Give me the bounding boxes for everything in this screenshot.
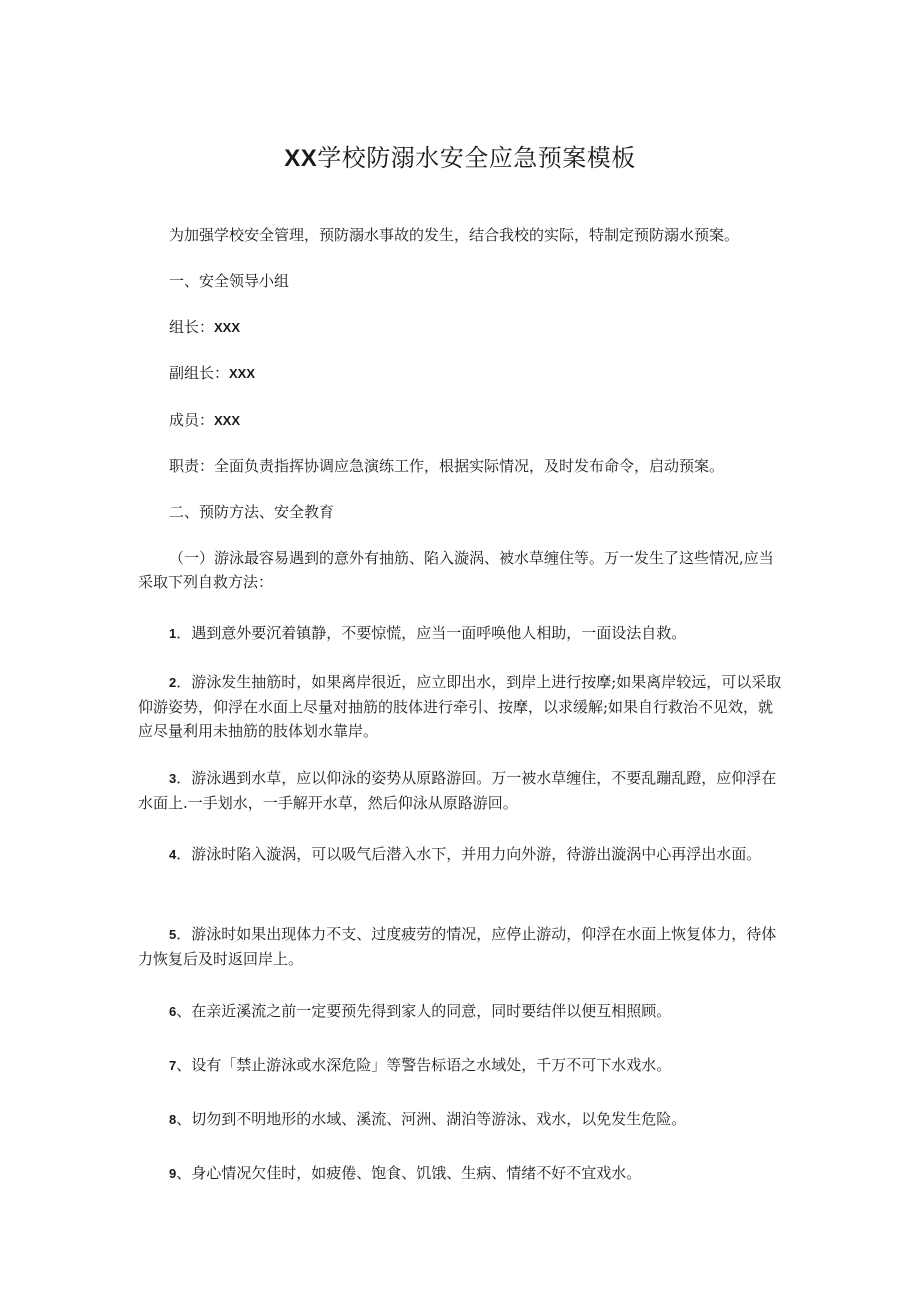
- members-value: XXX: [214, 413, 241, 428]
- list-item: [138, 1107, 786, 1132]
- item-separator: 、: [176, 1164, 192, 1182]
- item-separator: 、: [176, 1056, 192, 1074]
- leader-line: [138, 315, 786, 340]
- item-text: 设有「禁止游泳或水深危险」等警告标语之水域处，千万不可下水戏水。: [191, 1056, 672, 1074]
- item-separator: 、: [176, 1110, 192, 1128]
- item-number: 4: [169, 847, 177, 862]
- list-item: [138, 1161, 786, 1186]
- item-number: 6: [169, 1004, 177, 1019]
- item-text: 在亲近溪流之前一定要预先得到家人的同意，同时要结伴以便互相照顾。: [191, 1002, 672, 1020]
- item-number: 2: [169, 675, 177, 690]
- leader-value: XXX: [214, 320, 241, 335]
- item-separator: 、: [176, 1002, 192, 1020]
- list-item: [138, 670, 786, 743]
- item-text: 切勿到不明地形的水域、溪流、河洲、湖泊等游泳、戏水，以免发生危险。: [191, 1110, 687, 1128]
- list-item: [138, 922, 786, 971]
- item-separator: ．: [176, 925, 192, 943]
- item-number: 9: [169, 1166, 177, 1181]
- section-heading-prevention: 二、预防方法、安全教育: [169, 503, 335, 521]
- list-item: [138, 999, 786, 1024]
- duty-paragraph: 职责：全面负责指挥协调应急演练工作，根据实际情况，及时发布命令，启动预案。: [169, 457, 725, 475]
- list-item: [138, 1053, 786, 1078]
- document-title: [0, 142, 920, 175]
- title-prefix: XX: [284, 145, 318, 172]
- item-text: 游泳时陷入漩涡，可以吸气后潜入水下，并用力向外游，待游出漩涡中心再浮出水面。: [191, 845, 762, 863]
- item-separator: ．: [176, 769, 192, 787]
- item-number: 5: [169, 927, 177, 942]
- item-text: 游泳发生抽筋时，如果离岸很近，应立即出水，到岸上进行按摩;如果离岸较远，可以采取仰游姿势，仰浮在水面上尽量对抽筋的肢体进行牵引、按摩，以求缓解;如果自行救治不见效，就应尽量利用未抽筋的肢体划水靠岸。: [138, 673, 782, 740]
- list-item: [138, 621, 786, 646]
- item-text: 游泳遇到水草，应以仰泳的姿势从原路游回。万一被水草缠住，不要乱蹦乱蹬，应仰浮在水面上.一手划水，一手解开水草，然后仰泳从原路游回。: [138, 769, 777, 812]
- item-text: 游泳时如果出现体力不支、过度疲劳的情况，应停止游动，仰浮在水面上恢复体力，待体力恢复后及时返回岸上。: [138, 925, 777, 968]
- item-number: 8: [169, 1112, 177, 1127]
- title-text: 学校防溺水安全应急预案模板: [317, 144, 636, 172]
- item-separator: ．: [176, 624, 192, 642]
- deputy-line: [138, 361, 786, 386]
- item-separator: ．: [176, 673, 192, 691]
- leader-label: 组长：: [169, 318, 215, 336]
- members-line: [138, 408, 786, 433]
- intro-paragraph: 为加强学校安全管理，预防溺水事故的发生，结合我校的实际，特制定预防溺水预案。: [169, 226, 740, 244]
- list-item: [138, 842, 786, 867]
- item-number: 3: [169, 771, 177, 786]
- item-text: 遇到意外要沉着镇静，不要惊慌，应当一面呼唤他人相助，一面设法自救。: [191, 624, 687, 642]
- deputy-label: 副组长：: [169, 364, 230, 382]
- item-text: 身心情况欠佳时，如疲倦、饱食、饥饿、生病、情绪不好不宜戏水。: [191, 1164, 642, 1182]
- list-item: [138, 766, 786, 815]
- deputy-value: XXX: [229, 366, 256, 381]
- item-number: 7: [169, 1058, 177, 1073]
- section-heading-leadership: 一、安全领导小组: [169, 272, 290, 290]
- subsection-paragraph: （一）游泳最容易遇到的意外有抽筋、陷入漩涡、被水草缠住等。万一发生了这些情况,应当采取下列自救方法：: [138, 549, 774, 591]
- item-separator: ．: [176, 845, 192, 863]
- item-number: 1: [169, 626, 177, 641]
- members-label: 成员：: [169, 411, 215, 429]
